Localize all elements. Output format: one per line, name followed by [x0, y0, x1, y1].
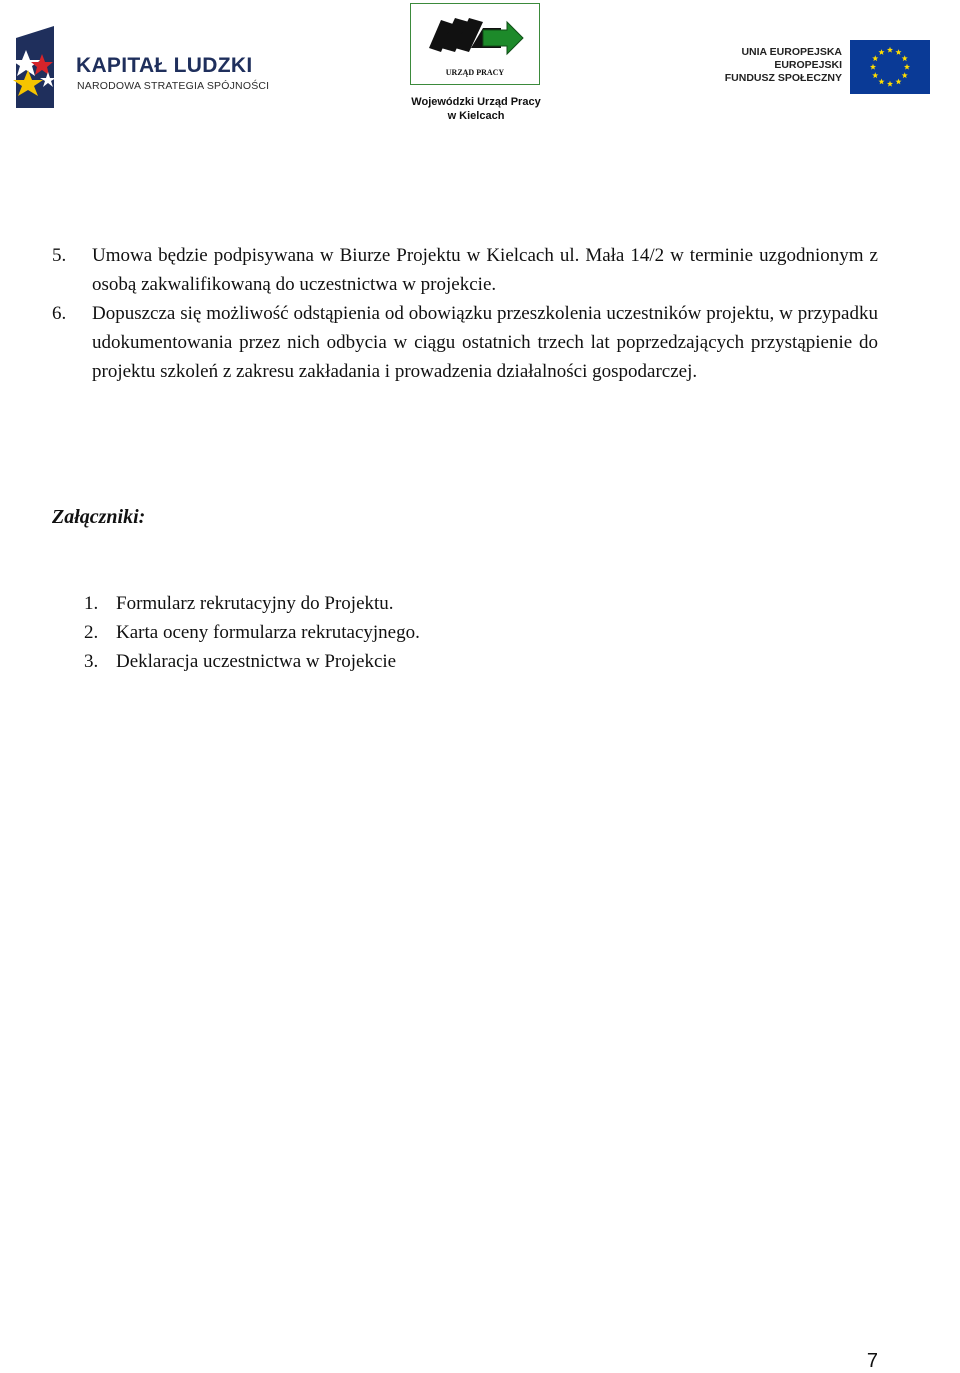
item-text: Umowa będzie podpisywana w Biurze Projektu w Kielcach ul. Mała 14/2 w terminie uzgodnionym z osobą zakwalifikowaną do uczestnictwa w projekcie. [92, 245, 878, 295]
list-item [52, 241, 878, 299]
attachment-number: 3. [84, 651, 99, 672]
attachment-item [84, 647, 420, 676]
urzad-pracy-caption-line1: Wojewódzki Urząd Pracy [411, 96, 541, 108]
ue-line1: UNIA EUROPEJSKA [741, 46, 842, 58]
item-number: 5. [52, 245, 67, 266]
attachments-heading: Załączniki: [52, 506, 146, 528]
attachment-text: Formularz rekrutacyjny do Projektu. [116, 593, 394, 614]
attachment-number: 1. [84, 593, 99, 614]
kapital-ludzki-emblem-icon [8, 24, 70, 110]
ue-line3: FUNDUSZ SPOŁECZNY [724, 72, 842, 84]
eu-flag-icon [850, 40, 930, 94]
urzad-pracy-cards-icon [411, 4, 538, 66]
attachment-text: Deklaracja uczestnictwa w Projekcie [116, 651, 397, 672]
ue-line2: EUROPEJSKI [774, 59, 842, 71]
attachment-item [84, 589, 420, 618]
urzad-pracy-emblem [410, 3, 540, 85]
kapital-ludzki-logo [8, 24, 268, 112]
urzad-pracy-label: URZĄD PRACY [445, 68, 505, 77]
kapital-ludzki-name: KAPITAŁ LUDZKI [76, 54, 253, 77]
attachment-item [84, 618, 420, 647]
urzad-pracy-caption [396, 95, 556, 123]
attachment-number: 2. [84, 622, 99, 643]
page-number: 7 [866, 1350, 878, 1372]
urzad-pracy-logo [396, 3, 556, 125]
kapital-ludzki-subtitle: NARODOWA STRATEGIA SPÓJNOŚCI [77, 80, 270, 92]
unia-europejska-text [725, 46, 842, 85]
unia-europejska-logo [722, 38, 934, 98]
attachment-text: Karta oceny formularza rekrutacyjnego. [116, 622, 420, 643]
list-item [52, 299, 878, 386]
attachments-list [84, 589, 420, 676]
urzad-pracy-caption-line2: w Kielcach [447, 110, 505, 122]
item-number: 6. [52, 303, 67, 324]
item-text: Dopuszcza się możliwość odstąpienia od obowiązku przeszkolenia uczestników projektu, w przypadku udokumentowania przez nich odbycia w ciągu ostatnich trzech lat poprzedzających przystąpienie do projektu szkoleń z zakresu zakładania i prowadzenia działalności gospodarczej. [92, 303, 878, 382]
